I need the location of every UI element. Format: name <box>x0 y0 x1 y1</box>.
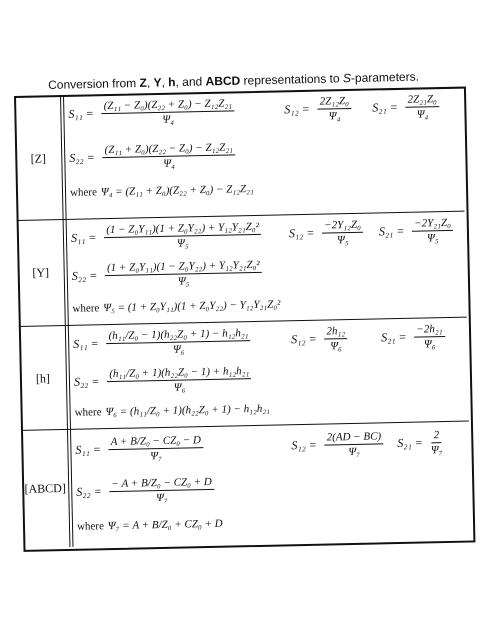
fraction <box>107 365 252 395</box>
eq-s12 <box>291 325 348 353</box>
eq-lhs: S₂₂ = <box>76 484 102 499</box>
denominator: Ψ₇ <box>150 449 163 463</box>
where-word: where <box>76 520 105 533</box>
eq-lhs: S₂₁ = <box>372 99 398 115</box>
fraction <box>325 430 384 458</box>
numerator: −2h₂₁ <box>414 323 444 338</box>
fraction <box>318 95 352 123</box>
where-expression: Ψ₇ = A + B/Z₀ + CZ₀ + D <box>107 517 223 533</box>
row-label: [Y] <box>32 265 50 280</box>
eq-s12 <box>284 95 351 123</box>
denominator: Ψ₆ <box>172 343 185 356</box>
eq-s21 <box>379 217 454 246</box>
eq-lhs: S₂₁ = <box>380 329 407 345</box>
numerator: 2 <box>432 429 442 443</box>
where-word: where <box>74 406 102 419</box>
fraction <box>109 434 204 463</box>
denominator: Ψ₄ <box>328 110 341 123</box>
numerator: 2h₁₂ <box>324 325 347 339</box>
denominator: Ψ₄ <box>163 157 175 170</box>
denominator: Ψ₄ <box>416 108 429 121</box>
row-y <box>17 211 467 326</box>
caption-sep: , <box>161 75 169 90</box>
eq-lhs: S₂₁ = <box>378 223 405 239</box>
denominator: Ψ₅ <box>426 232 439 245</box>
denominator: Ψ₄ <box>162 113 175 126</box>
denominator: Ψ₅ <box>177 275 190 288</box>
caption-abcd: ABCD <box>205 73 241 89</box>
eq-s22 <box>72 259 263 290</box>
denominator: Ψ₅ <box>336 234 349 247</box>
eq-s22 <box>74 365 252 396</box>
where-expression: Ψ₅ = (1 + Z₀Y₁₁)(1 + Z₀Y₂₂) − Y₁₂Y₂₁Z₀² <box>103 298 281 315</box>
eq-s11 <box>73 327 251 358</box>
eq-s22 <box>76 476 214 506</box>
denominator: Ψ₇ <box>430 444 443 457</box>
eq-lhs: S₂₂ = <box>71 268 98 283</box>
numerator: 2Z₂₁Z₀ <box>405 93 439 108</box>
eq-lhs: S₁₁ = <box>75 442 102 457</box>
fraction <box>405 93 439 121</box>
eq-lhs: S₁₂ = <box>288 225 315 241</box>
where-word: where <box>72 302 100 315</box>
conversion-table <box>14 87 475 552</box>
numerator: A + B/Z₀ − CZ₀ − D <box>109 434 204 450</box>
numerator: − A + B/Z₀ − CZ₀ + D <box>109 476 213 492</box>
eq-s21 <box>372 93 439 121</box>
row-abcd <box>21 421 471 548</box>
denominator: Ψ₆ <box>423 338 436 351</box>
numerator: −2Y₂₁Z₀ <box>412 217 453 232</box>
numerator: −2Y₁₂Z₀ <box>322 219 363 234</box>
caption-suffix: -parameters. <box>350 69 420 86</box>
caption-prefix: Conversion from <box>48 75 140 92</box>
where-clause <box>72 298 280 314</box>
eq-lhs: S₁₂ = <box>291 331 317 347</box>
fraction <box>414 323 445 351</box>
fraction <box>105 259 262 289</box>
eq-s21 <box>381 323 445 351</box>
eq-s11 <box>68 97 234 127</box>
numerator: (Z₁₁ − Z₀)(Z₂₂ + Z₀) − Z₁₂Z₂₁ <box>102 97 235 114</box>
eq-s21 <box>397 429 443 457</box>
row-h <box>19 317 469 430</box>
denominator: Ψ₆ <box>173 381 186 394</box>
caption-z: Z <box>139 75 148 90</box>
eq-lhs: S₂₂ = <box>73 374 100 389</box>
where-expression: Ψ₄ = (Z₁₁ + Z₀)(Z₂₂ + Z₀) − Z₁₂Z₂₁ <box>100 183 254 199</box>
caption-sep: , and <box>175 74 206 90</box>
eq-lhs: S₂₁ = <box>397 435 423 451</box>
numerator: 2(AD − BC) <box>325 430 384 445</box>
numerator: (1 + Z₀Y₁₁)(1 − Z₀Y₂₂) + Y₁₂Y₂₁Z₀² <box>105 259 262 276</box>
row-label: [Z] <box>30 151 47 166</box>
fraction <box>431 429 443 456</box>
fraction <box>322 219 363 247</box>
where-expression: Ψ₆ = (h₁₁/Z₀ + 1)(h₂₂Z₀ + 1) − h₁₂h₂₁ <box>105 402 271 419</box>
caption-s: S <box>342 71 352 86</box>
eq-lhs: S₁₂ = <box>284 101 310 117</box>
eq-lhs: S₁₁ = <box>68 106 94 121</box>
where-clause <box>77 518 223 533</box>
row-z <box>14 87 464 220</box>
eq-lhs: S₁₁ = <box>70 230 97 245</box>
where-clause <box>75 403 271 419</box>
denominator: Ψ₇ <box>348 445 361 459</box>
numerator: (h₁₁/Z₀ + 1)(h₂₂Z₀ − 1) + h₁₂h₂₁ <box>107 365 251 382</box>
eq-s11 <box>71 221 262 252</box>
eq-lhs: S₁₂ = <box>291 437 317 453</box>
fraction <box>106 327 251 357</box>
row-label: [ABCD] <box>24 481 67 496</box>
numerator: (h₁₁/Z₀ − 1)(h₂₂Z₀ + 1) − h₁₂h₂₁ <box>106 327 250 344</box>
denominator: Ψ₇ <box>156 491 168 505</box>
where-clause <box>70 183 254 199</box>
fraction <box>104 221 261 251</box>
denominator: Ψ₅ <box>176 237 189 250</box>
eq-s12 <box>289 219 364 248</box>
fraction <box>109 476 214 505</box>
caption-y: Y <box>153 75 162 90</box>
eq-s11 <box>75 434 203 464</box>
eq-lhs: S₂₂ = <box>69 150 95 165</box>
where-word: where <box>69 186 98 199</box>
caption-mid: representations to <box>240 71 344 88</box>
numerator: 2Z₁₂Z₀ <box>318 95 352 110</box>
denominator: Ψ₆ <box>330 340 342 353</box>
fraction <box>102 97 235 127</box>
caption-sep: , <box>146 75 154 90</box>
eq-lhs: S₁₁ = <box>73 336 99 351</box>
numerator: (Z₁₁ + Z₀)(Z₂₂ − Z₀) − Z₁₂Z₂₁ <box>102 141 235 158</box>
eq-s22 <box>69 141 235 171</box>
numerator: (1 − Z₀Y₁₁)(1 + Z₀Y₂₂) + Y₁₂Y₂₁Z₀² <box>104 221 261 238</box>
row-label: [h] <box>35 371 51 386</box>
caption-h: h <box>168 75 176 90</box>
fraction <box>412 217 453 245</box>
fraction <box>324 325 347 352</box>
eq-s12 <box>291 430 383 459</box>
fraction <box>102 141 235 171</box>
